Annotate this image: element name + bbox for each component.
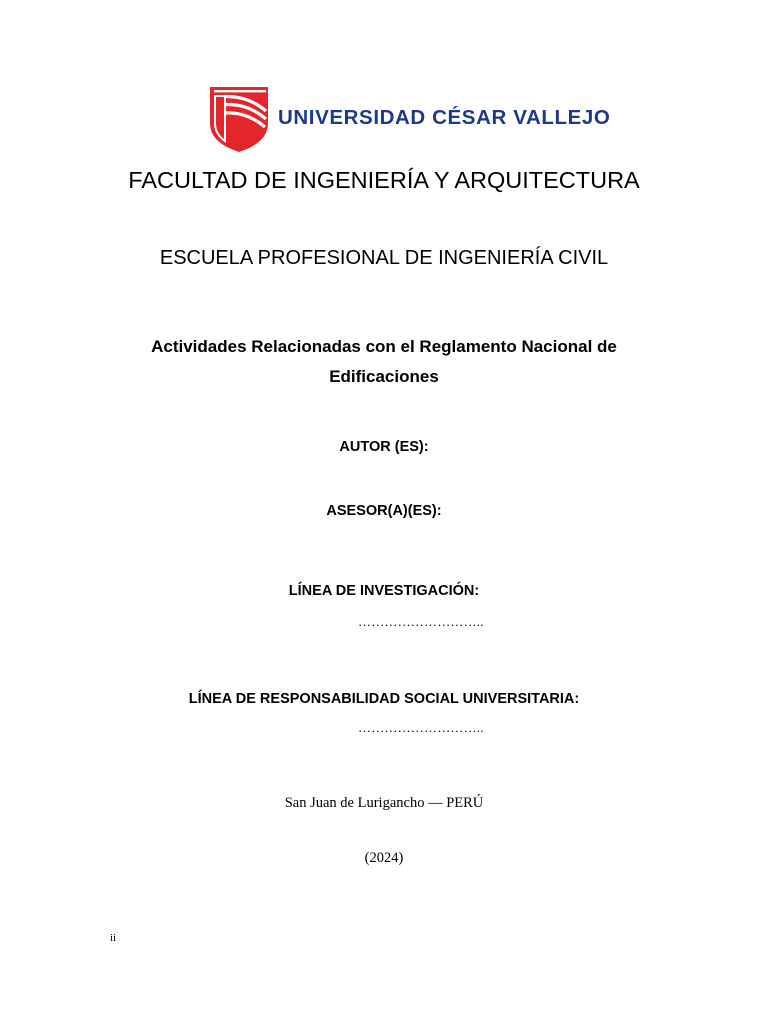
research-line-label: LÍNEA DE INVESTIGACIÓN: [288, 583, 480, 599]
rsu-line-value: ……………………….. [358, 720, 484, 735]
rsu-line-label: LÍNEA DE RESPONSABILIDAD SOCIAL UNIVERSITARIA: [188, 691, 580, 707]
document-title [0, 332, 768, 392]
university-name: UNIVERSIDAD CÉSAR VALLEJO [278, 106, 611, 129]
research-line-value: ……………………….. [358, 614, 484, 629]
document-title-line-1: Actividades Relacionadas con el Reglamento Nacional de [151, 337, 617, 356]
advisor-label: ASESOR(A)(ES): [326, 503, 442, 519]
location-text: San Juan de Lurigancho — PERÚ [284, 795, 484, 811]
author-label: AUTOR (ES): [339, 439, 429, 455]
year-text: (2024) [364, 850, 404, 866]
faculty-heading: FACULTAD DE INGENIERÍA Y ARQUITECTURA [128, 167, 640, 193]
document-title-line-2: Edificaciones [329, 367, 439, 386]
school-heading: ESCUELA PROFESIONAL DE INGENIERÍA CIVIL [159, 247, 609, 269]
ucv-shield-icon [208, 85, 270, 153]
university-logo [208, 85, 611, 153]
page-number: ii [110, 932, 117, 944]
